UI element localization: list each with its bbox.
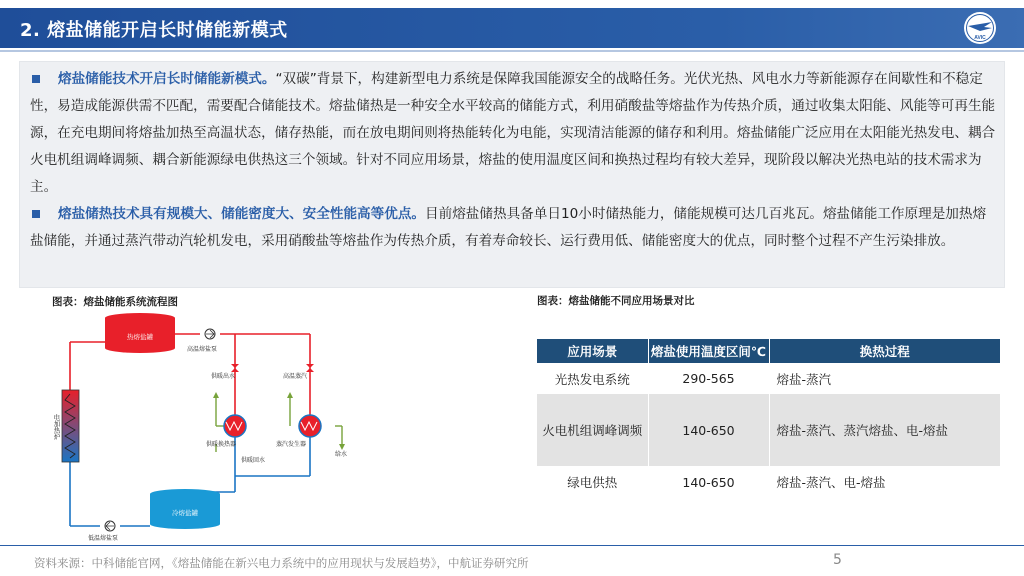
table-row	[537, 363, 1000, 394]
paragraph-2	[30, 201, 996, 255]
avic-wing-logo-icon	[962, 10, 998, 46]
figure-left-caption: 图表：熔盐储能系统流程图	[52, 296, 178, 308]
table-cell-process: 熔盐-蒸汽、蒸汽熔盐、电-熔盐	[769, 394, 1000, 466]
summary-box	[19, 61, 1005, 288]
application-comparison-table	[537, 339, 1000, 498]
table-row	[537, 466, 1000, 498]
hot-pump-icon	[205, 329, 215, 339]
page-number: 5	[833, 552, 842, 568]
cold-tank-label: 冷熔盐罐	[172, 510, 198, 517]
table-cell-temperature: 140-650	[648, 394, 769, 466]
paragraph-2-body: 目前熔盐储热具备单日10小时储热能力，储能规模可达几百兆瓦。熔盐储能工作原理是加热熔盐储能，并通过蒸汽带动汽轮机发电，采用硝酸盐等熔盐作为传热介质，有着寿命较长、运行费用低、储能密度大的优点，同时整个过程不产生污染排放。	[30, 206, 987, 249]
hot-salt-tank	[105, 313, 175, 353]
header-divider	[0, 50, 1024, 52]
cold-pump-label: 低温熔盐泵	[88, 536, 119, 542]
steam-gen-label: 蒸汽发生器	[276, 442, 307, 448]
paragraph-1	[30, 66, 996, 201]
figure-right-caption: 图表：熔盐储能不同应用场景对比	[537, 295, 695, 307]
bullet-square-icon	[32, 75, 40, 83]
supply-return-label: 供暖回水	[241, 458, 266, 464]
header-bar	[0, 8, 1024, 48]
molten-salt-flow-diagram	[35, 306, 455, 542]
logo-text: AVIC	[974, 35, 986, 41]
supply-out-label: 供暖出水	[211, 374, 236, 380]
table-cell-scene: 光热发电系统	[537, 363, 648, 394]
page-title: 2. 熔盐储能开启长时储能新模式	[20, 20, 288, 41]
footer-divider	[0, 545, 1024, 546]
table-cell-process: 熔盐-蒸汽、电-熔盐	[769, 466, 1000, 498]
table-row	[537, 394, 1000, 466]
paragraph-2-lead: 熔盐储热技术具有规模大、储能密度大、安全性能高等优点。	[58, 206, 426, 222]
column-header-scene: 应用场景	[537, 339, 648, 363]
supply-hx-label: 供暖换热器	[206, 442, 237, 448]
heater-label: 电加热炉	[52, 414, 60, 440]
table-cell-process: 熔盐-蒸汽	[769, 363, 1000, 394]
bullet-square-icon	[32, 210, 40, 218]
table-header-row	[537, 339, 1000, 363]
hot-tank-label: 热熔盐罐	[127, 334, 153, 341]
table-cell-temperature: 140-650	[648, 466, 769, 498]
column-header-temperature: 熔盐使用温度区间℃	[648, 339, 769, 363]
electric-heater	[62, 390, 79, 462]
table-cell-scene: 绿电供热	[537, 466, 648, 498]
table-cell-scene: 火电机组调峰调频	[537, 394, 648, 466]
valve-icons	[231, 364, 314, 372]
heating-exchanger-icon	[224, 415, 246, 437]
feed-water-label: 给水	[335, 452, 348, 458]
hp-steam-label: 高温蒸汽	[283, 374, 308, 380]
steam-generator-icon	[299, 415, 321, 437]
source-note: 资料来源：中科储能官网，《熔盐储能在新兴电力系统中的应用现状与发展趋势》，中航证券研究所	[34, 556, 529, 570]
paragraph-1-body: “双碳”背景下，构建新型电力系统是保障我国能源安全的战略任务。光伏光热、风电水力等新能源存在间歇性和不稳定性，易造成能源供需不匹配，需要配合储能技术。熔盐储热是一种安全水平较高的储能方式，利用硝酸盐等熔盐作为传热介质，通过收集太阳能、风能等可再生能源，在充电期间将熔盐加热至高温状态，储存热能，而在放电期间则将热能转化为电能，实现清洁能源的储存和利用。熔盐储能广泛应用在太阳能光热发电、耦合火电机组调峰调频、耦合新能源绿电供热这三个领域。针对不同应用场景，熔盐的使用温度区间和换热过程均有较大差异，现阶段以解决光热电站的技术需求为主。	[30, 71, 996, 195]
hot-pump-label: 高温熔盐泵	[187, 347, 218, 353]
paragraph-1-lead: 熔盐储能技术开启长时储能新模式。	[58, 71, 276, 87]
column-header-process: 换热过程	[769, 339, 1000, 363]
cold-salt-tank	[150, 489, 220, 529]
cold-pump-icon	[105, 521, 115, 531]
table-cell-temperature: 290-565	[648, 363, 769, 394]
